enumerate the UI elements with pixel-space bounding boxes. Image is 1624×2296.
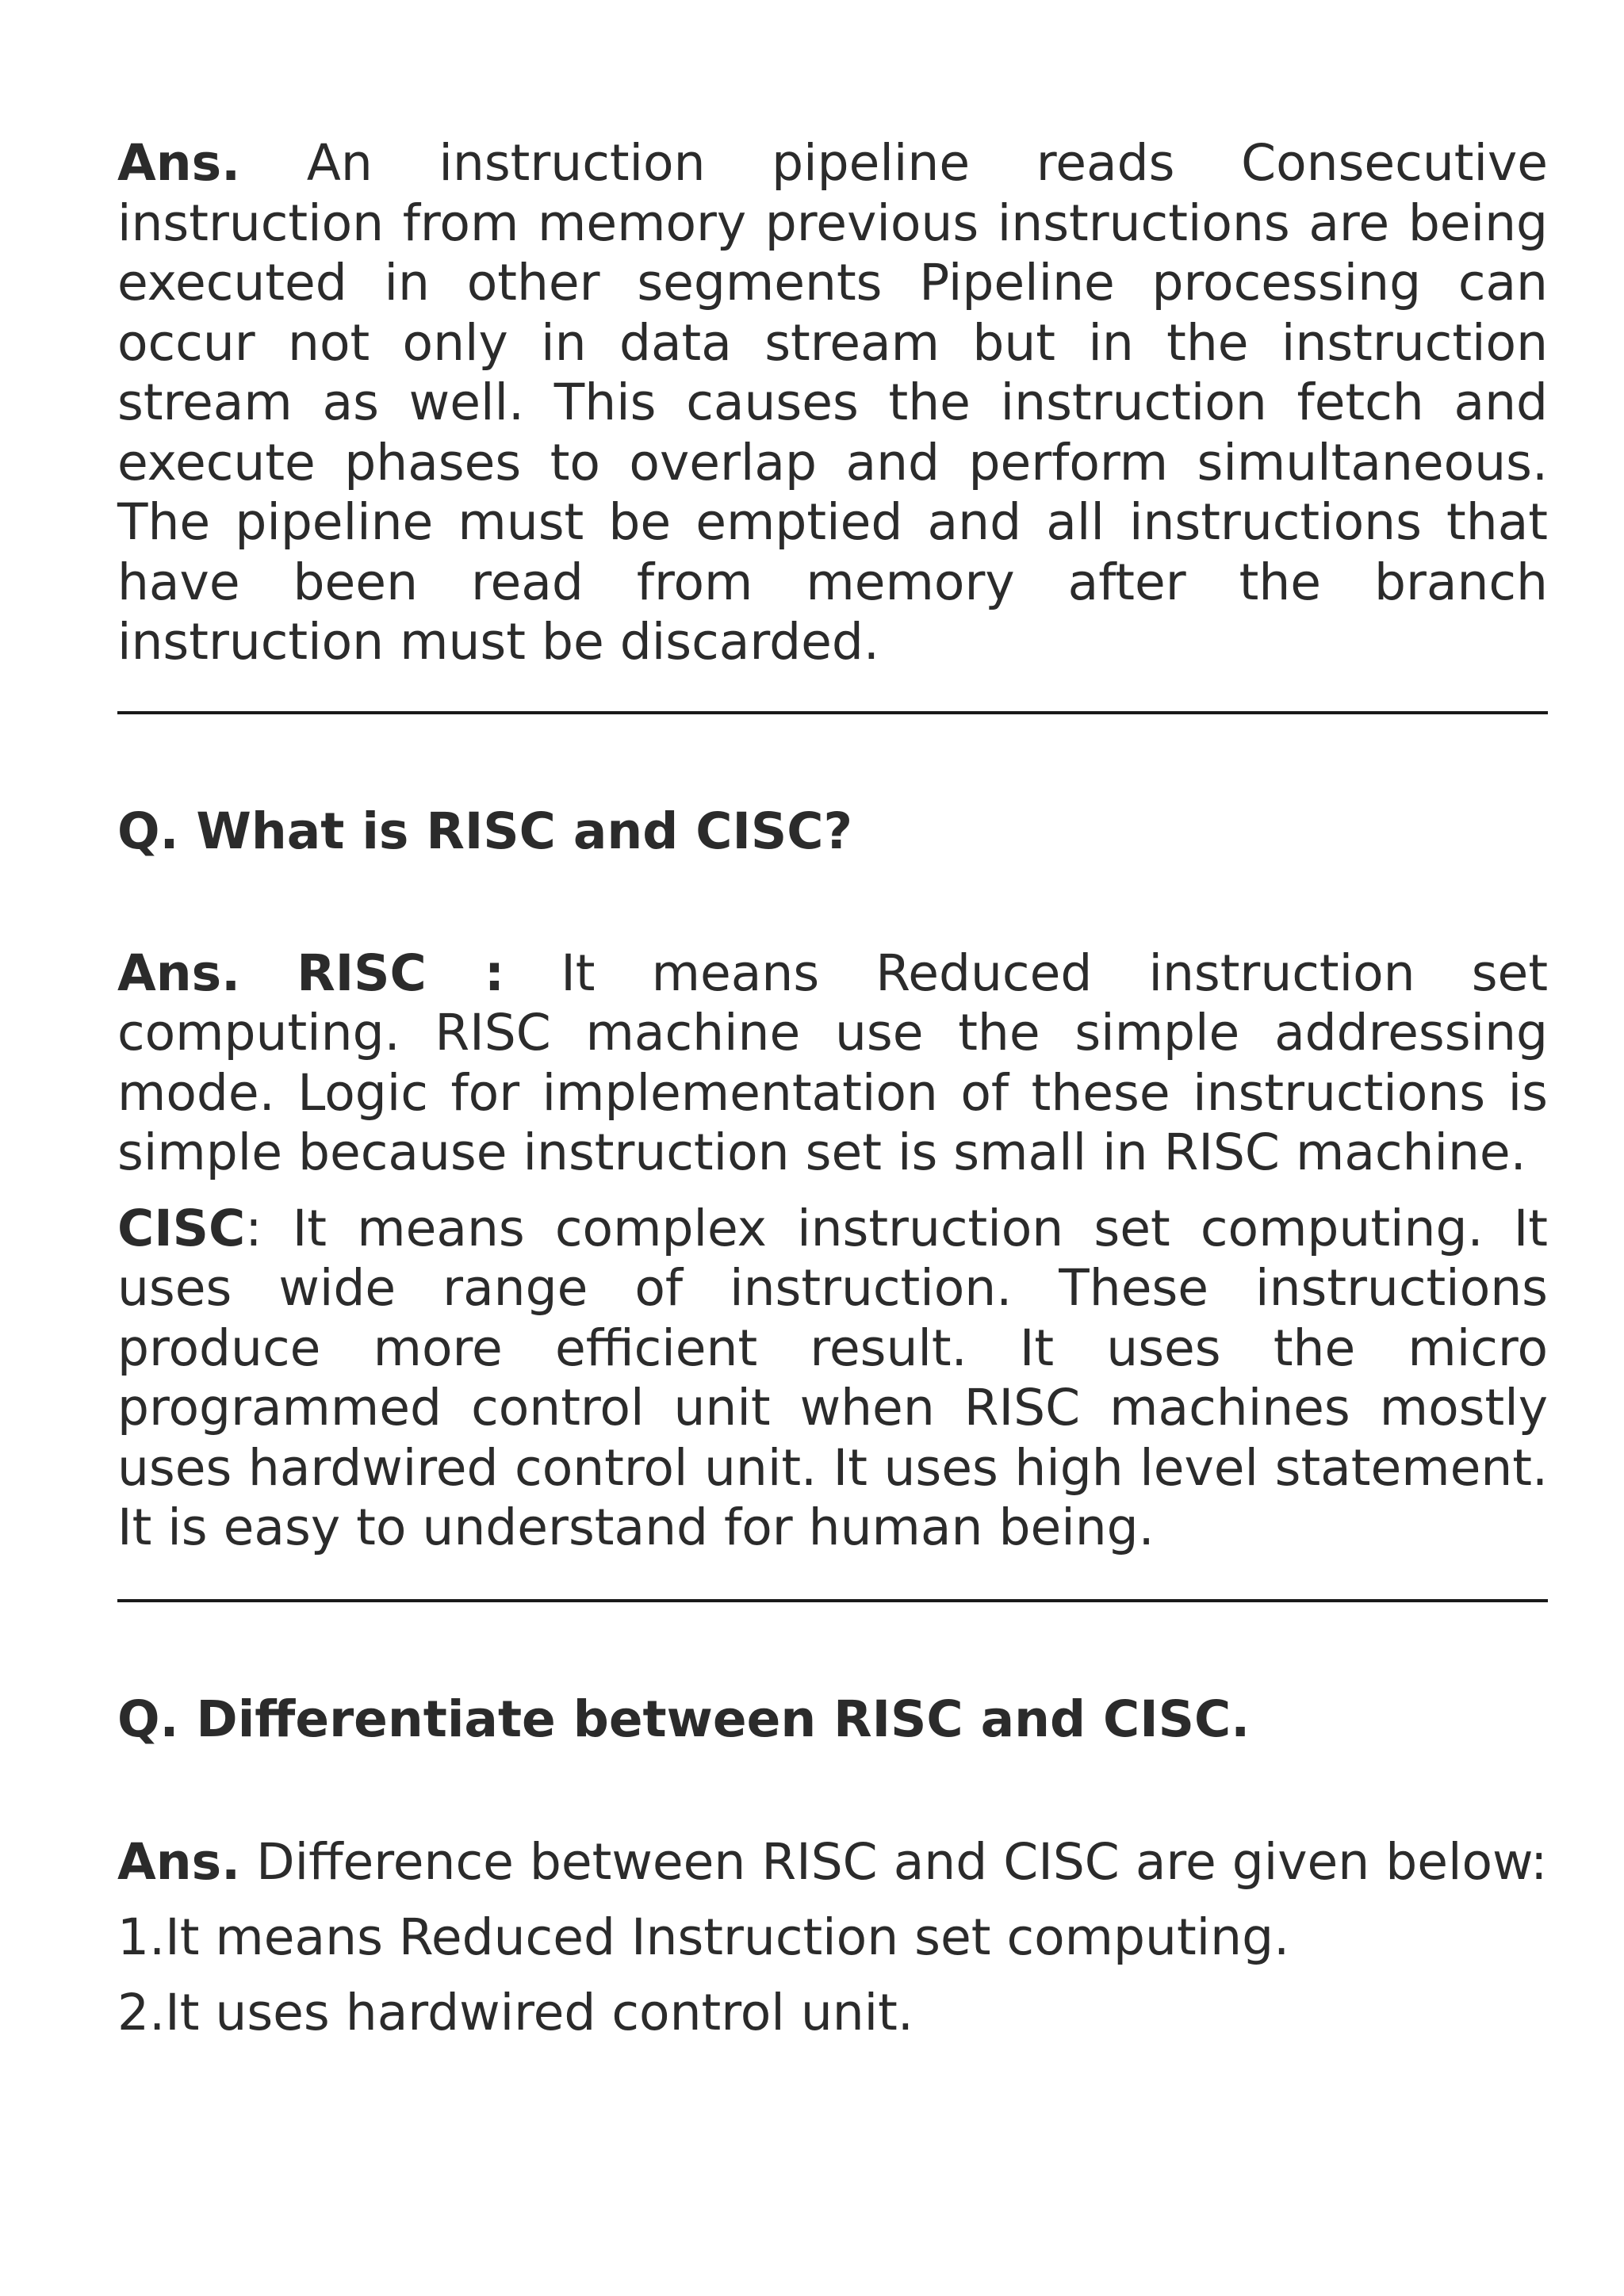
- question-differentiate: Q. Differentiate between RISC and CISC.: [117, 1689, 1251, 1748]
- answer-label: Ans.: [117, 134, 241, 192]
- document-page: [117, 133, 1548, 2042]
- pipeline-answer-text: An instruction pipeline reads Consecutive instruction from memory previous instructions are being executed in other segments Pipeline processing can occur not only in data stream but in the instruction stream as well. This causes the instruction fetch and execute phases to overlap and perform simultaneous. The pipeline must be emptied and all instructions that have been read from memory after the branch instruction must be discarded.: [117, 134, 1548, 671]
- section-divider: [117, 1599, 1548, 1602]
- section-divider: [117, 711, 1548, 714]
- risc-label: RISC :: [297, 943, 505, 1002]
- answer-label: Ans.: [117, 943, 241, 1002]
- cisc-answer-paragraph: [117, 1199, 1548, 1558]
- difference-answer-paragraph: [117, 1832, 1548, 1892]
- list-item: 2.It uses hardwired control unit.: [117, 1984, 914, 2042]
- difference-answer-text: Difference between RISC and CISC are given below:: [256, 1832, 1548, 1891]
- cisc-label: CISC: [117, 1199, 246, 1257]
- pipeline-answer-paragraph: [117, 133, 1548, 672]
- cisc-answer-text: : It means complex instruction set computing. It uses wide range of instruction. These instructions produce more efficient result. It uses the micro programmed control unit when RISC machines mostly uses hardwired control unit. It uses high level statement. It is easy to understand for human being.: [117, 1199, 1548, 1556]
- question-risc-cisc: Q. What is RISC and CISC?: [117, 802, 853, 860]
- answer-label: Ans.: [117, 1832, 241, 1891]
- risc-answer-paragraph: [117, 943, 1548, 1183]
- list-item: 1.It means Reduced Instruction set computing.: [117, 1908, 1290, 1966]
- risc-answer-text: It means Reduced instruction set computing. RISC machine use the simple addressing mode. Logic for implementation of these instructions is simple because instruction set is small in RISC machine.: [117, 943, 1549, 1181]
